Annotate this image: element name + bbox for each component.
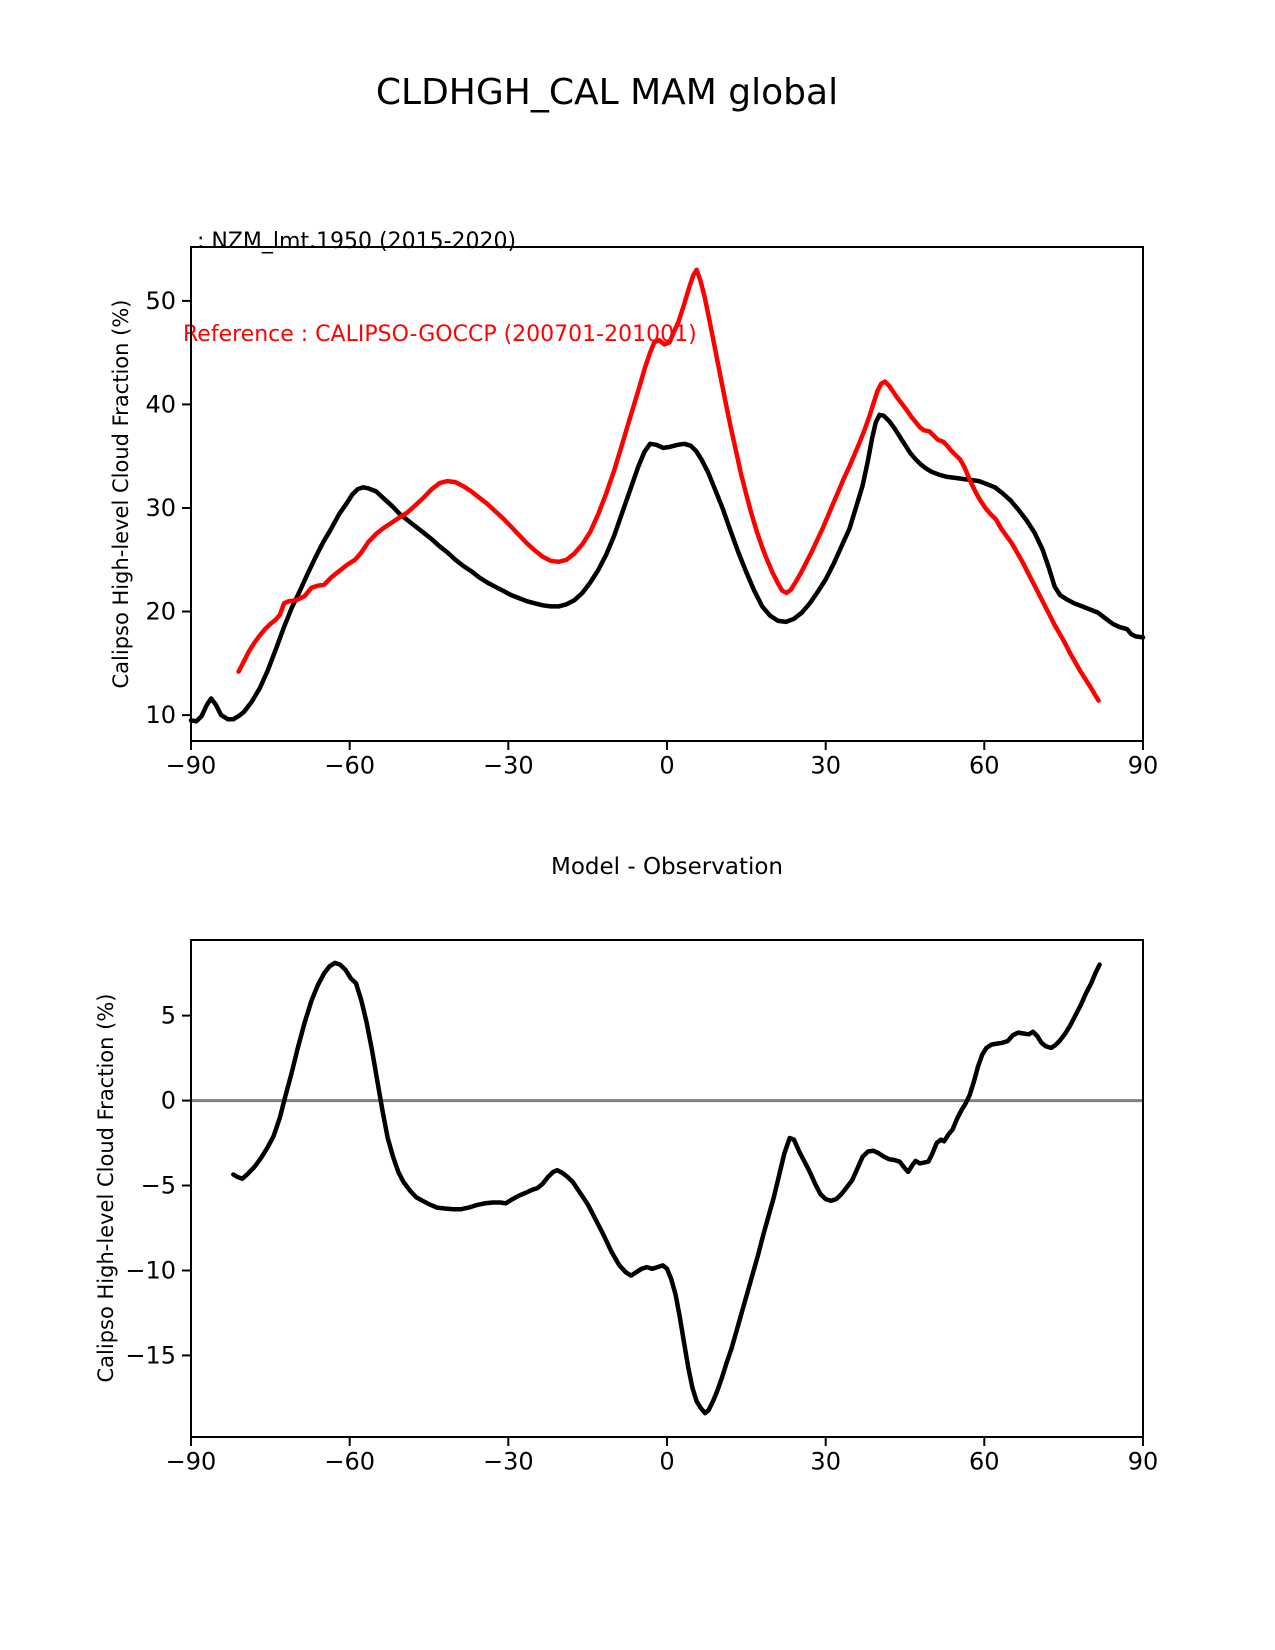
top-chart-ylabel: Calipso High-level Cloud Fraction (%) bbox=[109, 299, 133, 689]
reference-curve bbox=[239, 270, 1099, 701]
legend-reference-entry: Reference : CALIPSO-GOCCP (200701-201001) bbox=[183, 322, 697, 347]
bottom-chart-ylabel: Calipso High-level Cloud Fraction (%) bbox=[94, 993, 118, 1383]
y-tick-label: 5 bbox=[160, 1001, 176, 1030]
x-tick-label: −30 bbox=[482, 751, 534, 780]
difference-curve bbox=[233, 963, 1099, 1413]
x-tick-label: −60 bbox=[324, 1447, 376, 1476]
x-tick-label: 90 bbox=[1127, 751, 1159, 780]
y-tick-label: −5 bbox=[140, 1171, 176, 1200]
x-tick-label: −60 bbox=[324, 751, 376, 780]
x-tick-label: −30 bbox=[482, 1447, 534, 1476]
x-tick-label: 30 bbox=[810, 751, 841, 780]
figure-title: CLDHGH_CAL MAM global bbox=[375, 72, 839, 113]
y-tick-label: 20 bbox=[145, 597, 176, 626]
bottom-chart-title: Model - Observation bbox=[550, 854, 784, 880]
x-tick-label: 90 bbox=[1127, 1447, 1159, 1476]
diff-plot bbox=[125, 940, 1158, 1476]
x-tick-label: −90 bbox=[165, 1447, 217, 1476]
legend-model-entry: : NZM_lmt.1950 (2015-2020) bbox=[183, 229, 517, 254]
y-tick-label: −10 bbox=[125, 1256, 176, 1285]
x-tick-label: 60 bbox=[969, 751, 1000, 780]
main-plot bbox=[145, 247, 1158, 780]
y-tick-label: 10 bbox=[145, 701, 176, 730]
x-tick-label: 30 bbox=[810, 1447, 841, 1476]
x-tick-label: −90 bbox=[165, 751, 217, 780]
diff-axes-box bbox=[191, 940, 1143, 1437]
x-tick-label: 60 bbox=[969, 1447, 1000, 1476]
y-tick-label: 40 bbox=[145, 390, 176, 419]
y-tick-label: −15 bbox=[125, 1341, 176, 1370]
model-curve bbox=[191, 415, 1143, 722]
y-tick-label: 0 bbox=[160, 1086, 176, 1115]
y-tick-label: 50 bbox=[145, 286, 176, 315]
x-tick-label: 0 bbox=[659, 1447, 675, 1476]
x-tick-label: 0 bbox=[659, 751, 675, 780]
y-tick-label: 30 bbox=[145, 494, 176, 522]
